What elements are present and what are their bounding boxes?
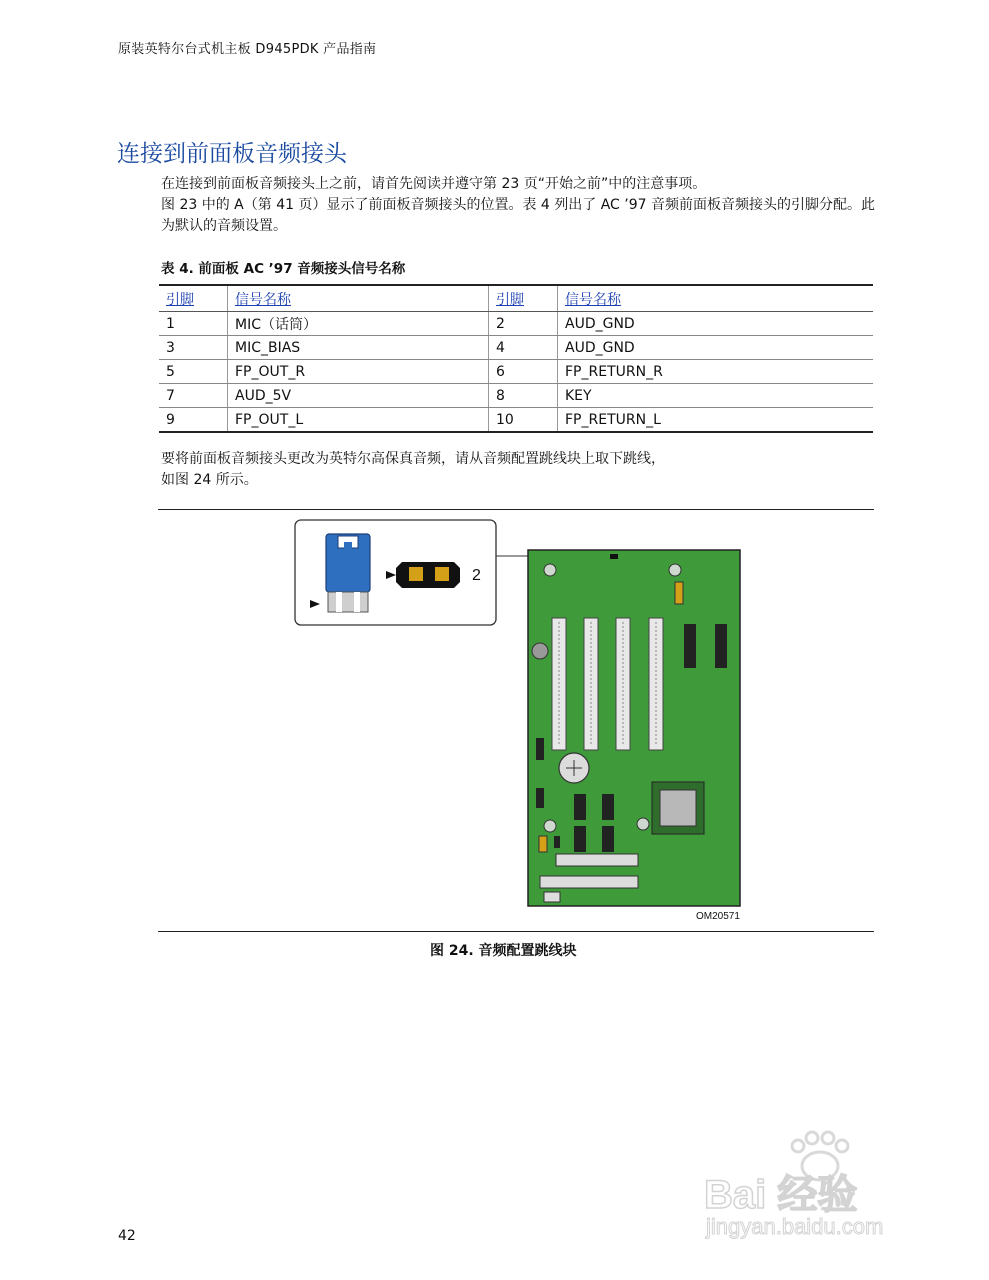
pin-cell: 8 [489, 384, 558, 408]
figure-bottom-rule [158, 931, 874, 932]
table-row [159, 312, 873, 336]
signal-cell: MIC（话筒） [228, 312, 489, 336]
pin-cell: 2 [489, 312, 558, 336]
header-pin-1[interactable]: 引脚 [159, 285, 228, 312]
pin-cell: 7 [159, 384, 228, 408]
jumper-cap-icon [326, 534, 370, 612]
pin-cell: 6 [489, 360, 558, 384]
header-signal-1[interactable]: 信号名称 [228, 285, 489, 312]
table-caption: 表 4. 前面板 AC ’97 音频接头信号名称 [161, 261, 406, 277]
header-title: 原装英特尔台式机主板 D945PDK 产品指南 [118, 42, 377, 57]
signal-cell: AUD_GND [558, 312, 874, 336]
figure-code: OM20571 [696, 911, 740, 922]
motherboard-diagram [528, 550, 740, 906]
figure-caption: 图 24. 音频配置跳线块 [430, 943, 577, 959]
signal-cell: FP_RETURN_L [558, 408, 874, 433]
table-row [159, 360, 873, 384]
header-signal-2[interactable]: 信号名称 [558, 285, 874, 312]
pin-cell: 10 [489, 408, 558, 433]
signal-cell: KEY [558, 384, 874, 408]
signal-cell: FP_RETURN_R [558, 360, 874, 384]
table-header-row [159, 285, 873, 312]
change-paragraph-2: 如图 24 所示。 [161, 472, 258, 488]
section-title: 连接到前面板音频接头 [117, 141, 347, 167]
watermark-brand: Bai 经验 [704, 1173, 858, 1217]
baidu-watermark [700, 1130, 940, 1245]
pin-cell: 3 [159, 336, 228, 360]
table-row [159, 384, 873, 408]
pin-number-label: 2 [472, 567, 481, 584]
signal-cell: AUD_GND [558, 336, 874, 360]
pin-cell: 4 [489, 336, 558, 360]
signal-cell: MIC_BIAS [228, 336, 489, 360]
intro-paragraph-2: 图 23 中的 A（第 41 页）显示了前面板音频接头的位置。表 4 列出了 AC ’97 音频前面板音频接头的引脚分配。此为默认的音频设置。 [161, 197, 875, 234]
table-row [159, 408, 873, 433]
jumper-figure [292, 518, 742, 926]
callout-box [295, 520, 496, 625]
signal-cell: AUD_5V [228, 384, 489, 408]
pin-cell: 5 [159, 360, 228, 384]
pin-cell: 9 [159, 408, 228, 433]
pin-cell: 1 [159, 312, 228, 336]
figure-top-rule [158, 509, 874, 510]
change-paragraph-1: 要将前面板音频接头更改为英特尔高保真音频，请从音频配置跳线块上取下跳线， [161, 451, 665, 467]
header-pins-icon [396, 562, 460, 588]
signal-cell: FP_OUT_R [228, 360, 489, 384]
signal-cell: FP_OUT_L [228, 408, 489, 433]
watermark-url: jingyan.baidu.com [706, 1214, 884, 1239]
page-number: 42 [118, 1228, 136, 1244]
intro-paragraph-1: 在连接到前面板音频接头上之前，请首先阅读并遵守第 23 页“开始之前”中的注意事项。 [161, 176, 707, 192]
table-row [159, 336, 873, 360]
pin-table [159, 284, 873, 433]
header-pin-2[interactable]: 引脚 [489, 285, 558, 312]
